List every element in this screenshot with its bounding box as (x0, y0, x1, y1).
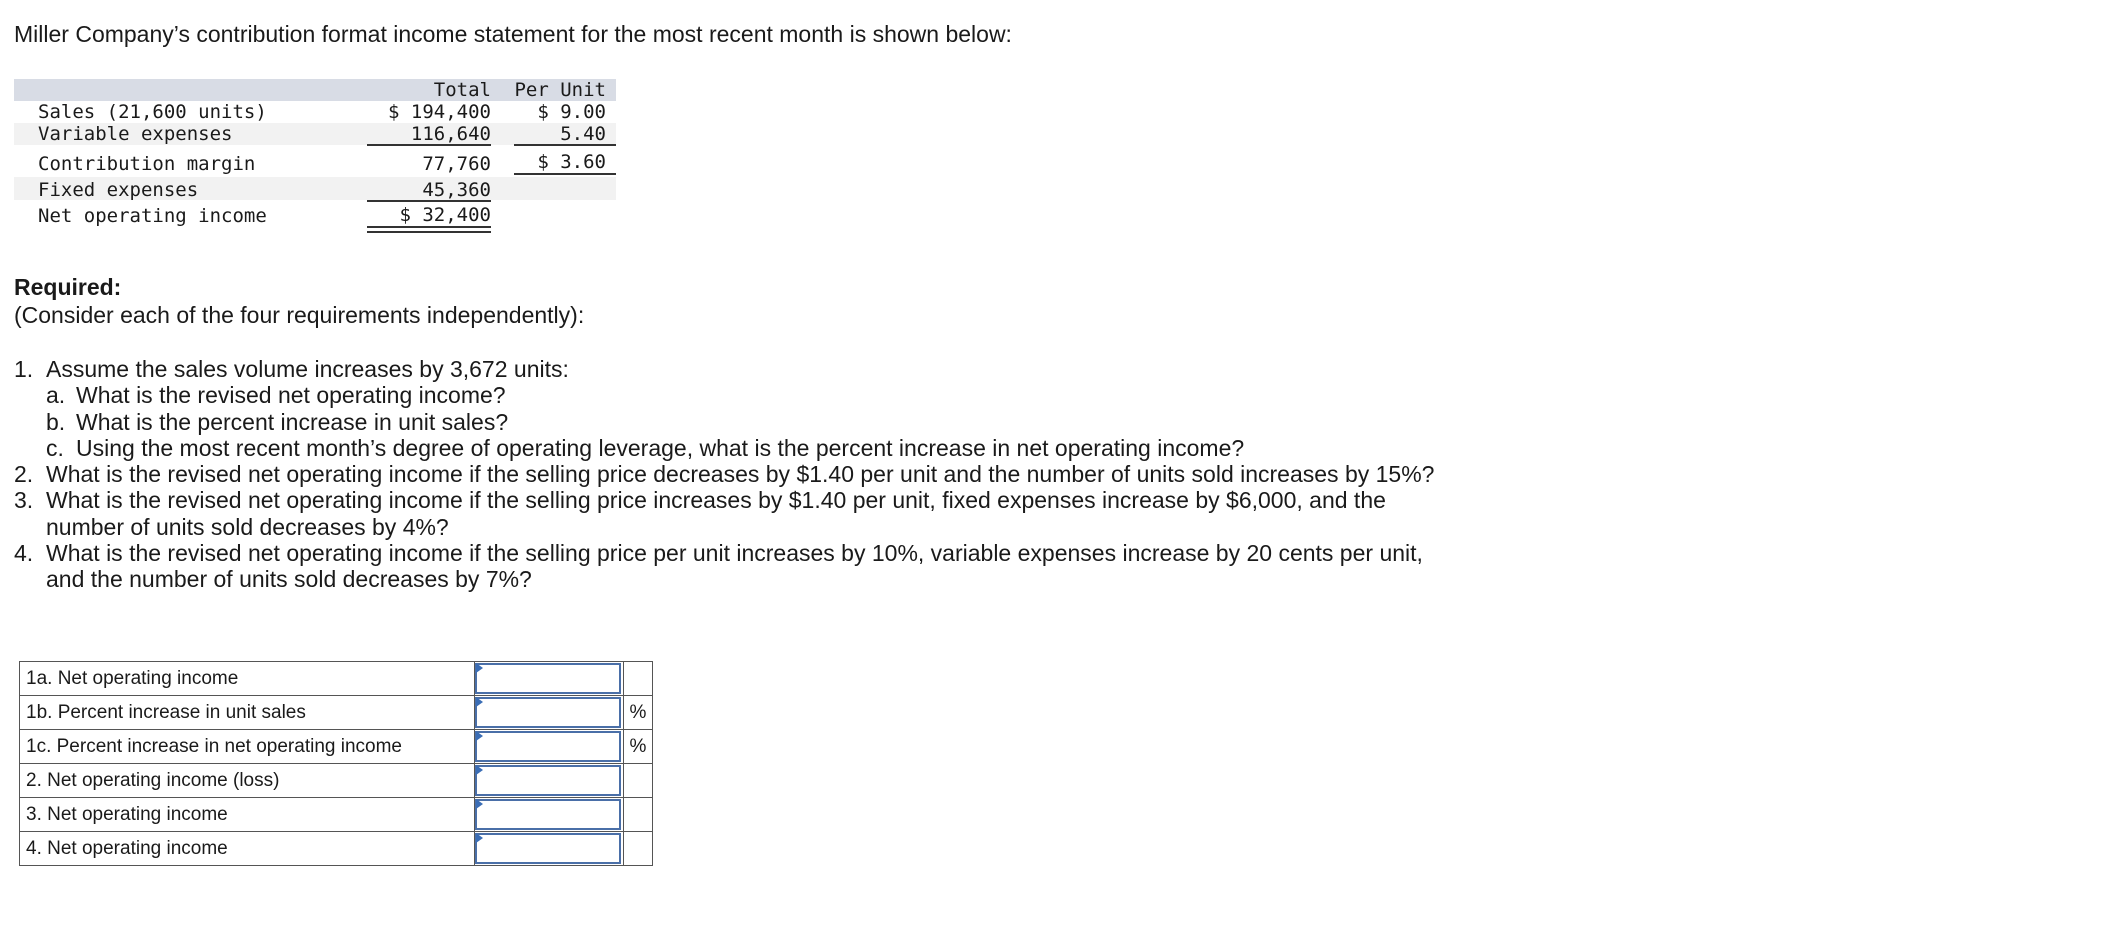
row-total: 45,360 (422, 179, 491, 201)
row-total: 77,760 (422, 153, 491, 175)
row-total: $ 32,400 (399, 204, 491, 226)
question-text: Assume the sales volume increases by 3,672 units: (46, 356, 569, 382)
row-per-unit: $ 3.60 (537, 151, 606, 173)
income-statement (14, 79, 616, 230)
answer-table (19, 661, 653, 866)
answer-row-1c (20, 730, 653, 764)
answer-row-4 (20, 832, 653, 866)
question-1b (14, 409, 1444, 435)
question-number: 4. (14, 540, 34, 567)
answer-input-1a[interactable] (475, 663, 621, 694)
row-label: Variable expenses (38, 123, 233, 145)
answer-unit (624, 662, 653, 696)
answer-input-1c[interactable] (475, 731, 621, 762)
answer-unit (624, 832, 653, 866)
answer-input-3[interactable] (475, 799, 621, 830)
statement-row-sales (14, 101, 616, 123)
row-label: Contribution margin (38, 153, 256, 175)
answer-unit: % (624, 696, 653, 730)
answer-label: 1c. Percent increase in net operating income (20, 730, 475, 764)
statement-row-net-operating-income (14, 200, 616, 230)
input-marker-icon (476, 663, 483, 673)
question-number: b. (46, 408, 66, 435)
input-marker-icon (476, 799, 483, 809)
answer-row-1a (20, 662, 653, 696)
question-1 (14, 356, 1444, 382)
row-label: Sales (21,600 units) (38, 101, 267, 123)
statement-row-variable-expenses (14, 123, 616, 145)
statement-header-row (14, 79, 616, 101)
question-text: What is the revised net operating income? (76, 382, 506, 409)
col-per-unit-header: Per Unit (514, 79, 606, 101)
required-section (14, 273, 584, 329)
question-text: What is the revised net operating income if the selling price increases by $1.40 per unit, fixed expenses increase by $6,000, and the number of units sold decreases by 4%? (46, 487, 1386, 540)
answer-input-1b[interactable] (475, 697, 621, 728)
total-double-underline (367, 226, 491, 233)
question-text: Using the most recent month’s degree of operating leverage, what is the percent increase in net operating income? (76, 434, 1245, 461)
row-total: 116,640 (410, 123, 491, 145)
question-4 (14, 540, 1444, 593)
answer-unit (624, 798, 653, 832)
answer-row-3 (20, 798, 653, 832)
question-3 (14, 487, 1444, 540)
answer-label: 2. Net operating income (loss) (20, 764, 475, 798)
question-text: What is the revised net operating income if the selling price per unit increases by 10%, variable expenses increase by 20 cents per unit, and the number of units sold decreases by 7%? (46, 540, 1423, 593)
question-number: 2. (14, 461, 34, 488)
question-text: What is the percent increase in unit sales? (76, 408, 509, 435)
answer-row-1b (20, 696, 653, 730)
row-per-unit: 5.40 (560, 123, 606, 145)
question-number: 1. (14, 356, 34, 382)
answer-unit (624, 764, 653, 798)
input-marker-icon (476, 731, 483, 741)
question-2 (14, 461, 1444, 487)
required-heading: Required: (14, 274, 122, 300)
question-list (14, 356, 1444, 593)
answer-input-2[interactable] (475, 765, 621, 796)
input-marker-icon (476, 697, 483, 707)
input-marker-icon (476, 765, 483, 775)
input-marker-icon (476, 833, 483, 843)
intro-text: Miller Company’s contribution format income statement for the most recent month is shown below: (14, 21, 1012, 47)
answer-row-2 (20, 764, 653, 798)
answer-input-4[interactable] (475, 833, 621, 864)
answer-label: 1a. Net operating income (20, 662, 475, 696)
row-total: $ 194,400 (388, 101, 491, 123)
answer-unit: % (624, 730, 653, 764)
question-number: c. (46, 434, 64, 461)
answer-label: 3. Net operating income (20, 798, 475, 832)
question-1c (14, 435, 1444, 461)
row-label: Net operating income (38, 205, 267, 227)
answer-label: 1b. Percent increase in unit sales (20, 696, 475, 730)
question-number: 3. (14, 487, 34, 514)
row-label: Fixed expenses (38, 179, 199, 201)
required-note: (Consider each of the four requirements independently): (14, 302, 585, 328)
col-total-header: Total (433, 79, 491, 101)
question-number: a. (46, 382, 66, 409)
answer-label: 4. Net operating income (20, 832, 475, 866)
question-text: What is the revised net operating income if the selling price decreases by $1.40 per unit and the number of units sold increases by 15%? (46, 461, 1435, 488)
statement-row-fixed-expenses (14, 177, 616, 200)
row-per-unit: $ 9.00 (537, 101, 606, 123)
statement-row-contribution-margin (14, 145, 616, 177)
question-1a (14, 382, 1444, 408)
